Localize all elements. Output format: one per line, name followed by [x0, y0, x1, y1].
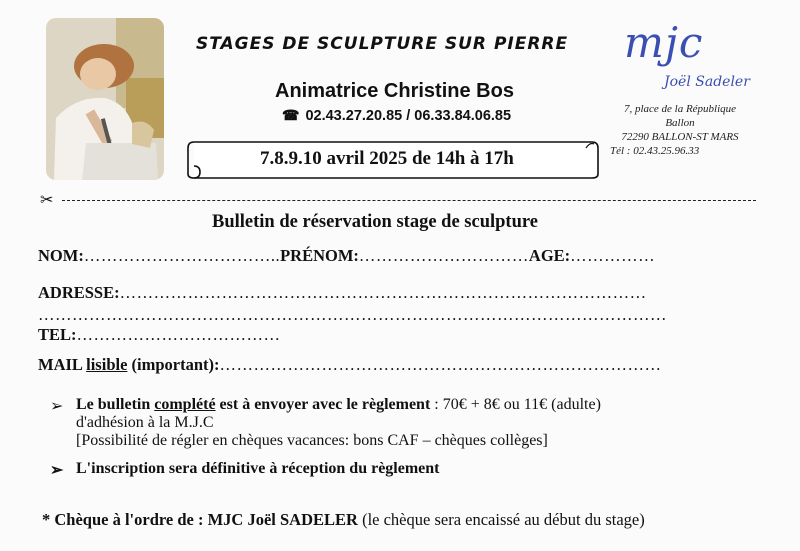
info-bold: Le bulletin [76, 396, 151, 413]
nom-label: NOM: [38, 246, 84, 265]
age-field[interactable]: …………… [570, 246, 656, 265]
info-item [50, 396, 750, 450]
info-line: [Possibilité de régler en chèques vacances: bons CAF – chèques collèges] [76, 432, 548, 449]
cheque-note-text: (le chèque sera encaissé au début du stage) [362, 510, 645, 529]
mjc-logo-subtitle: Joël Sadeler [664, 74, 750, 90]
tel-row [38, 325, 758, 345]
phone-icon: ☎ [282, 107, 300, 123]
info-item [50, 460, 750, 478]
animatrice-name: Animatrice Christine Bos [275, 80, 514, 102]
adresse-row-2 [38, 305, 758, 325]
mail-field[interactable]: …………………………………………………………………… [219, 355, 662, 374]
adresse-row [38, 283, 758, 303]
mjc-logo: mjc [624, 18, 704, 67]
info-bold-underlined: complété [154, 396, 216, 413]
mail-label: MAIL [38, 355, 83, 374]
info-bold: est à envoyer avec le règlement [219, 396, 431, 413]
info-text: L'inscription sera définitive à réception du règlement [76, 460, 440, 477]
stage-title: STAGES DE SCULPTURE SUR PIERRE [196, 34, 569, 54]
adresse-field-2[interactable]: ………………………………………………………………………………………………… [38, 305, 667, 324]
name-row [38, 246, 758, 266]
prenom-label: PRÉNOM: [280, 246, 359, 265]
tel-label: TEL: [38, 325, 77, 344]
mail-row [38, 355, 758, 375]
address-line: 72290 BALLON-ST MARS [621, 131, 739, 143]
age-label: AGE: [528, 246, 571, 265]
arrow-bullet-icon: ➢ [50, 462, 64, 479]
tel-field[interactable]: ……………………………… [76, 325, 281, 344]
mail-lisible: lisible [86, 355, 128, 374]
adresse-field[interactable]: ………………………………………………………………………………… [119, 283, 647, 302]
adresse-label: ADRESSE: [38, 283, 120, 302]
phone-numbers [282, 107, 511, 124]
info-price: : 70€ + 8€ ou 11€ (adulte) [434, 396, 601, 413]
cheque-note-bold: * Chèque à l'ordre de : MJC Joël SADELER [42, 510, 358, 529]
arrow-bullet-icon: ➢ [50, 398, 64, 415]
mail-important: (important): [131, 355, 220, 374]
bulletin-title: Bulletin de réservation stage de sculpture [212, 212, 538, 232]
scissors-icon: ✂ [40, 192, 54, 209]
prenom-field[interactable]: ………………………… [358, 246, 529, 265]
sculptor-photo [46, 18, 164, 180]
address-line: Ballon [665, 117, 695, 129]
nom-field[interactable]: …………………………….. [83, 246, 281, 265]
mjc-address [610, 102, 750, 158]
phone-text: 02.43.27.20.85 / 06.33.84.06.85 [305, 108, 512, 124]
info-line: d'adhésion à la M.J.C [76, 414, 214, 431]
stage-dates: 7.8.9.10 avril 2025 de 14h à 17h [260, 148, 514, 169]
cheque-note [42, 510, 645, 530]
cut-line [40, 192, 756, 209]
dashed-divider [62, 200, 756, 201]
info-list [50, 396, 750, 478]
address-phone: Tél : 02.43.25.96.33 [610, 145, 700, 157]
address-line: 7, place de la République [623, 103, 737, 115]
